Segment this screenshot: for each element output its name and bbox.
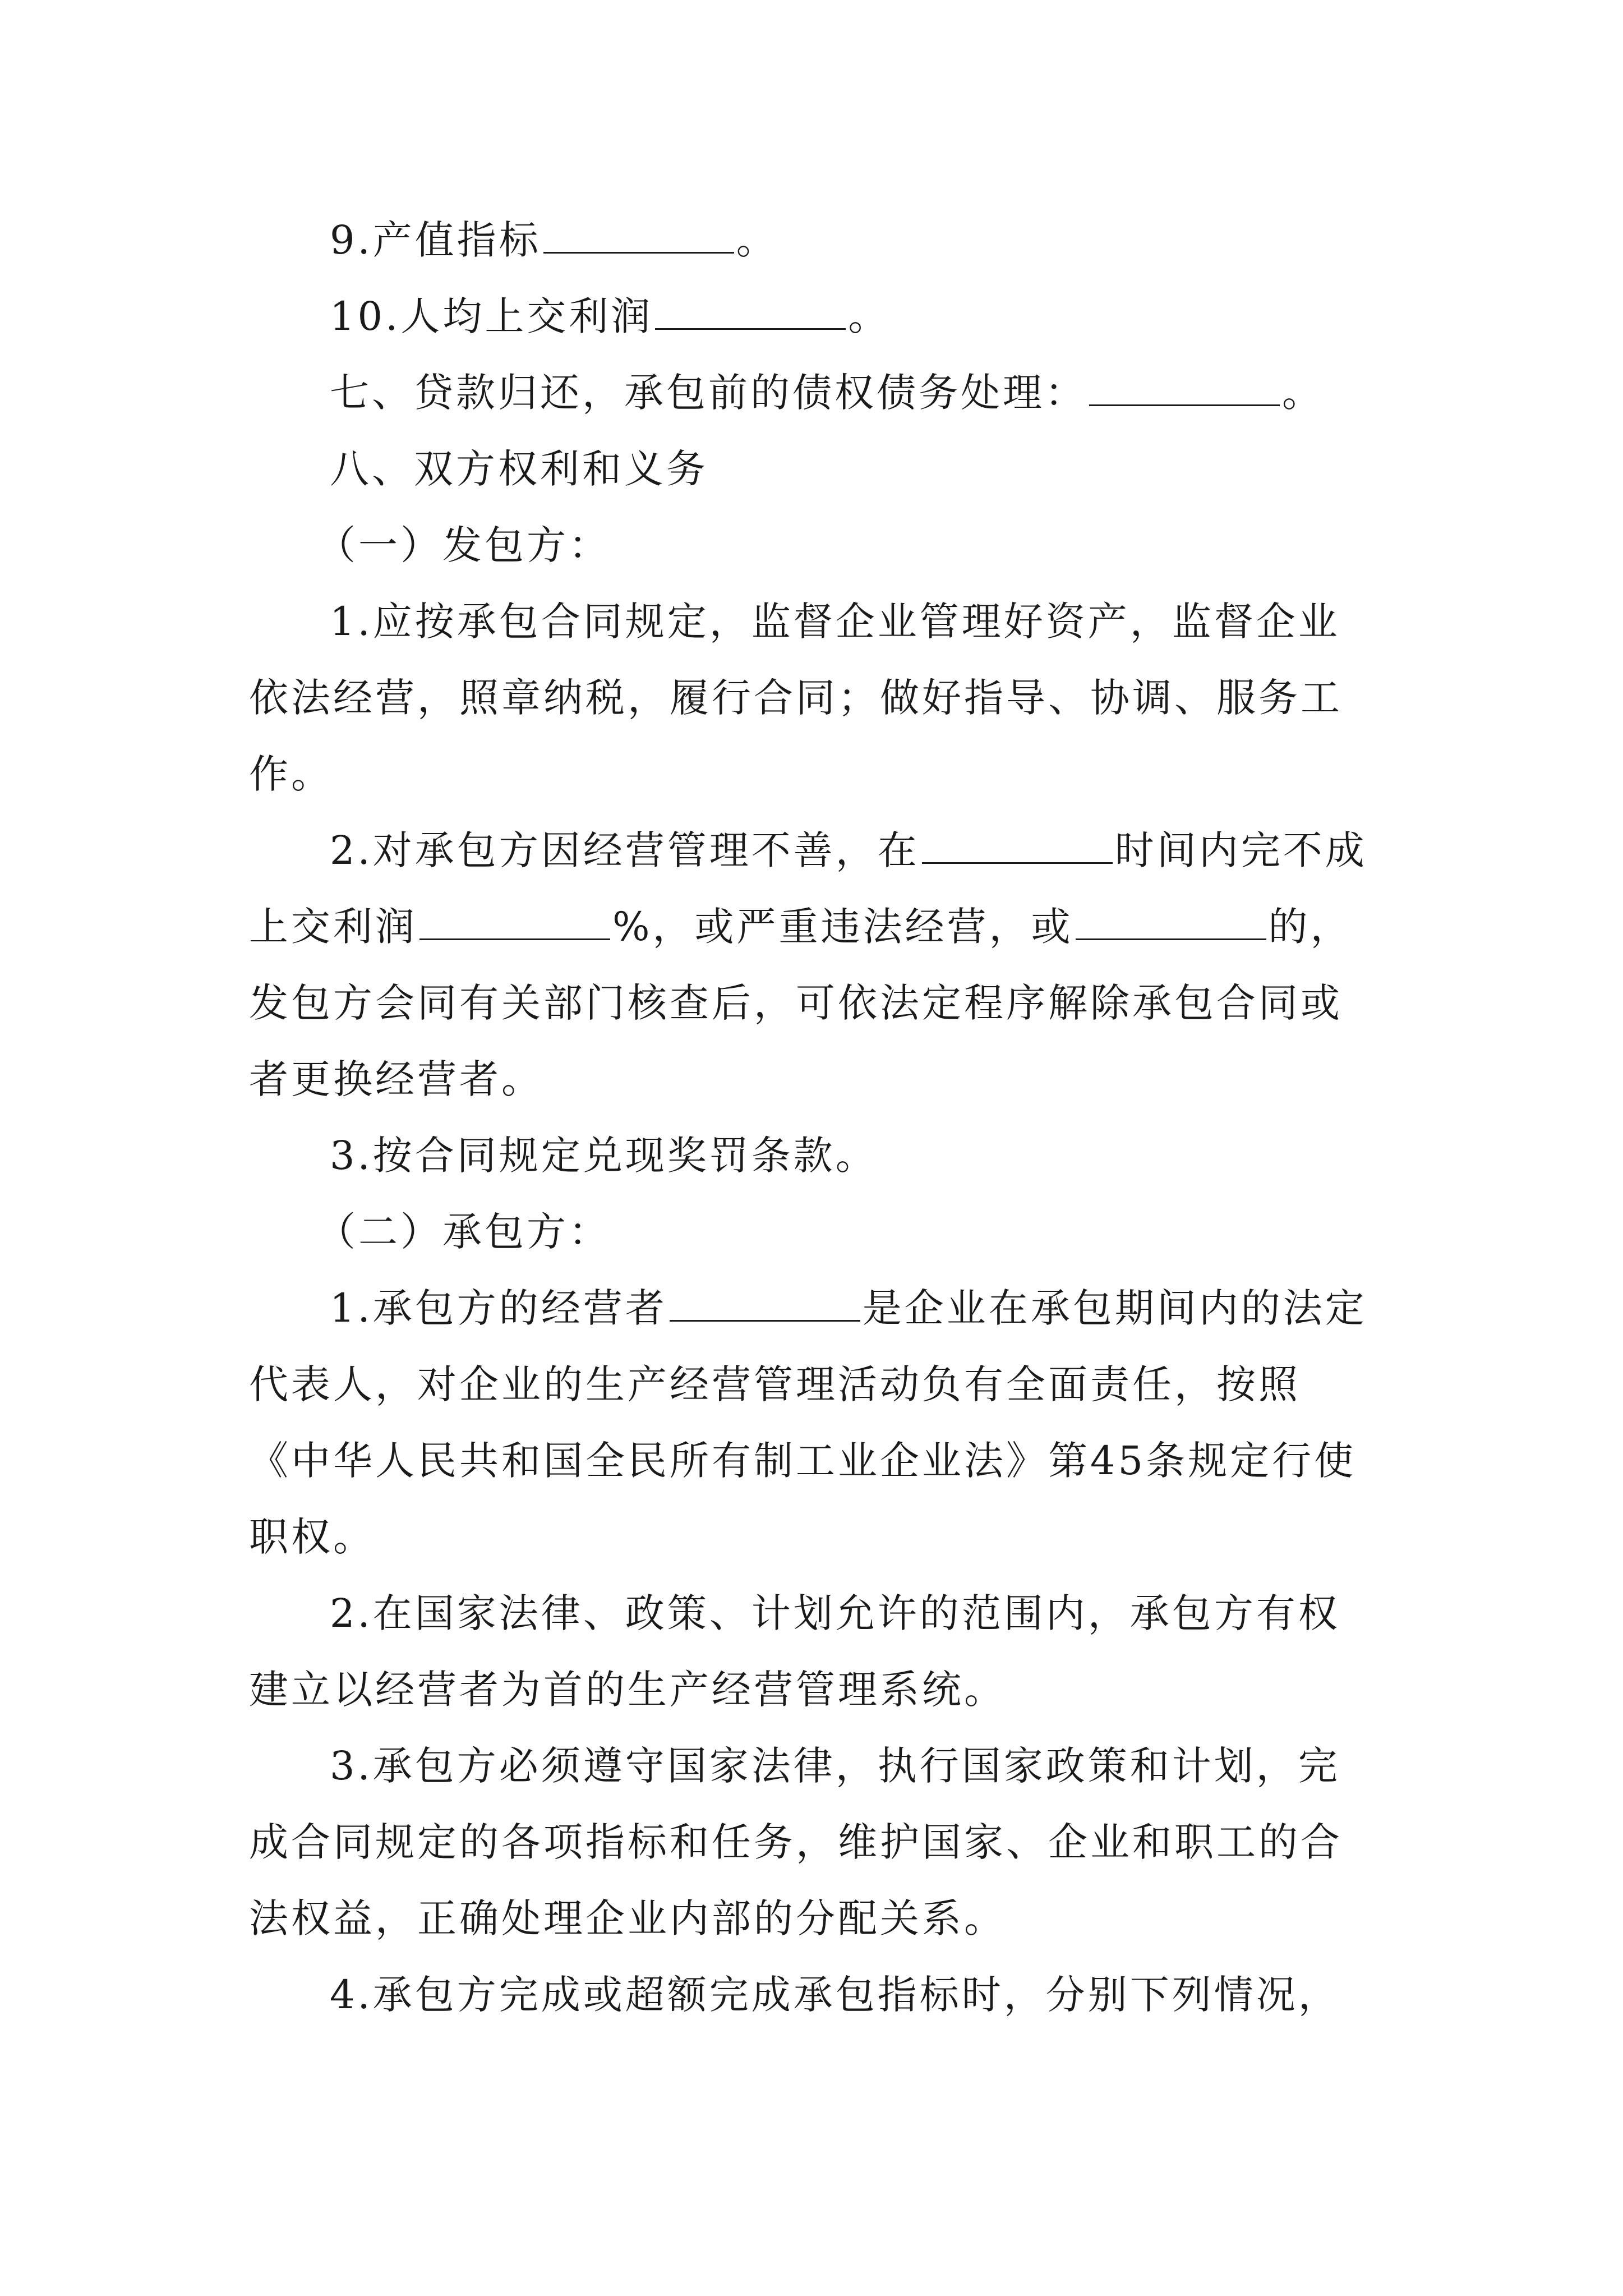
fill-in-blank bbox=[543, 251, 734, 254]
fill-in-blank bbox=[922, 862, 1113, 864]
contractor-clause-2: 2.在国家法律、政策、计划允许的范围内，承包方有权建立以经营者为首的生产经营管理系统。 bbox=[249, 1590, 1340, 1713]
contractor-clause-1 bbox=[249, 1270, 1382, 1575]
item-per-capita-profit-label: 10.人均上交利润 bbox=[330, 293, 653, 339]
fill-in-blank bbox=[1076, 938, 1266, 940]
subsection-contractor-heading: （二）承包方： bbox=[316, 1209, 611, 1255]
clause-text: %，或严重违法经营，或 bbox=[612, 904, 1073, 950]
item-output-value-label: 9.产值指标 bbox=[330, 217, 541, 263]
punctuation: 。 bbox=[848, 293, 891, 339]
clause-text: 1.承包方的经营者 bbox=[330, 1285, 667, 1331]
section-seven-loan-repayment bbox=[249, 355, 1382, 431]
fill-in-blank bbox=[419, 938, 610, 940]
fill-in-blank bbox=[670, 1319, 860, 1322]
issuer-clause-2 bbox=[249, 812, 1382, 1117]
clause-text: 2.对承包方因经营管理不善，在 bbox=[330, 827, 920, 873]
clause-text: 是企业在承包期间内的法定代表人，对企业的生产经营管理活动负有全面责任，按照《中华人民共和国全民所有制工业企业法》第45条规定行使职权。 bbox=[249, 1285, 1367, 1560]
contractor-clause-4: 4.承包方完成或超额完成承包指标时，分别下列情况， bbox=[330, 1972, 1340, 2018]
issuer-clause-3: 3.按合同规定兑现奖罚条款。 bbox=[330, 1133, 878, 1179]
fill-in-blank bbox=[1089, 404, 1280, 406]
clause-text: 的，发包方会同有关部门核查后，可依法定程序解除承包合同或者更换经营者。 bbox=[249, 904, 1353, 1102]
document-body bbox=[249, 202, 1382, 2033]
item-per-capita-profit bbox=[249, 278, 1382, 355]
issuer-clause-1: 1.应按承包合同规定，监督企业管理好资产，监督企业依法经营，照章纳税，履行合同；做好指导、协调、服务工作。 bbox=[249, 599, 1343, 797]
subsection-contractor-issuer-heading: （一）发包方： bbox=[316, 522, 611, 568]
fill-in-blank bbox=[655, 328, 846, 330]
punctuation: 。 bbox=[736, 217, 778, 263]
contractor-clause-3: 3.承包方必须遵守国家法律，执行国家政策和计划，完成合同规定的各项指标和任务，维护国家、企业和职工的合法权益，正确处理企业内部的分配关系。 bbox=[249, 1743, 1343, 1941]
clause-text: 时间内完不成上交利润 bbox=[249, 827, 1367, 950]
section-seven-label: 七、贷款归还，承包前的债权债务处理： bbox=[330, 370, 1087, 416]
section-eight-heading: 八、双方权利和义务 bbox=[330, 446, 708, 492]
item-output-value-target bbox=[249, 202, 1382, 278]
punctuation: 。 bbox=[1282, 370, 1324, 416]
